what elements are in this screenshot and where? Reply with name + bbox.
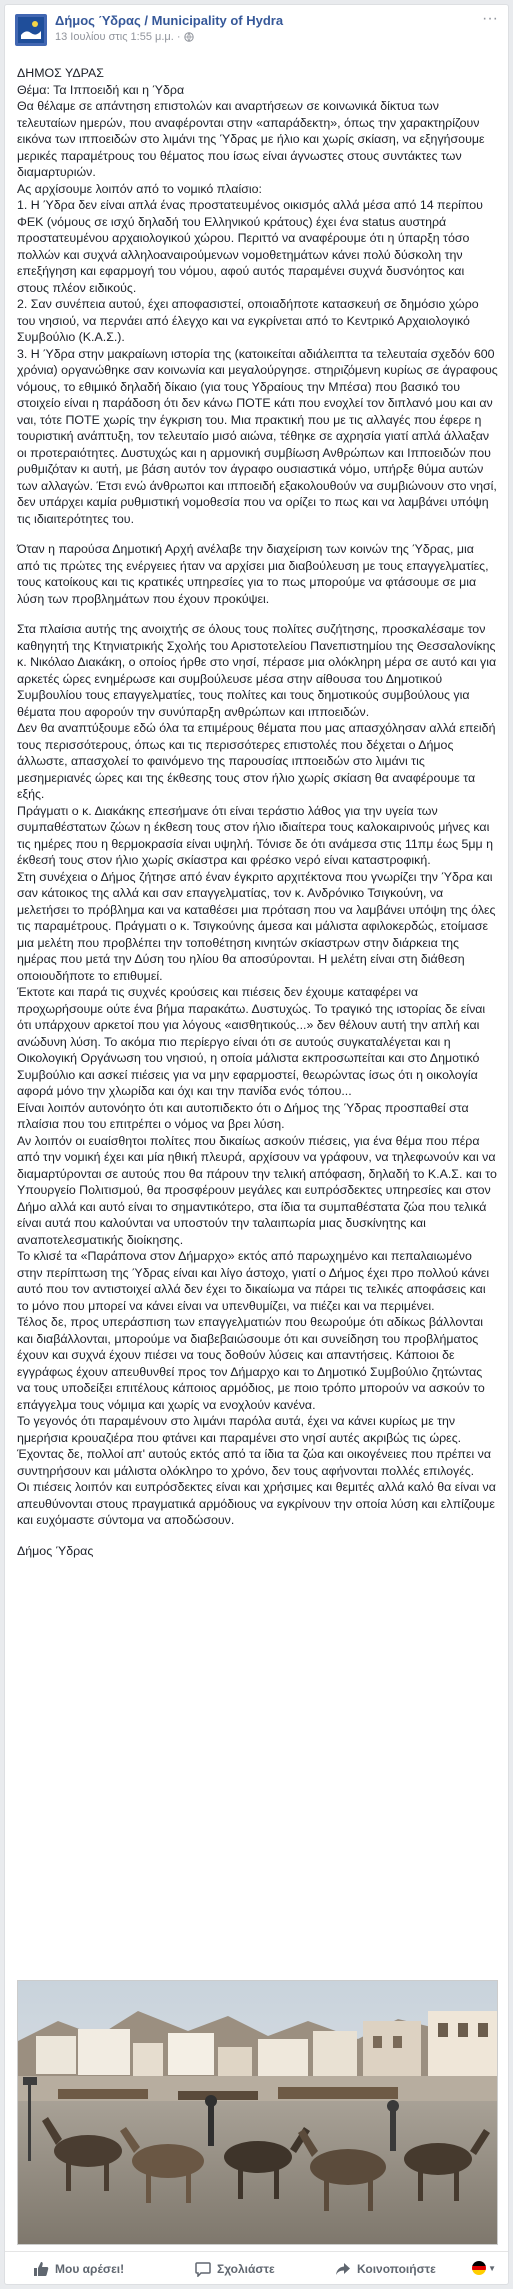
comment-icon xyxy=(195,2261,211,2277)
post-paragraph: Το κλισέ τα «Παράπονα στον Δήμαρχο» εκτός από παρωχημένο και πεπαλαιωμένο στην περίπτωση της Ύδρας είναι και λίγο άστοχο, γιατί ο Δήμος έχει προ πολλού κάνει αυτό που τον αντιστοιχεί αλλά δεν έχει το δικαίωμα να πάρει τις τελικές αποφάσεις και το μόνο που μπορεί να κάνει είναι να υπενθυμίζει, να πιέζει και να περιμένει. xyxy=(17,1249,490,1313)
post-paragraph: Έκτοτε και παρά τις συχνές κρούσεις και πιέσεις δεν έχουμε καταφέρει να προχωρήσουμε ούτε ένα βήμα παρακάτω. Δυστυχώς. Το τραγικό της ιστορίας δε είναι ότι υπάρχουν αρκετοί που για λόγους «αισθητικούς...» δεν θέλουν αυτή την απλή και ανώδυνη λύση. Το ακόμα πιο περίεργο είναι ότι σε αυτούς συγκαταλέγεται και η Οικολογική Οργάνωση του νησιού, η οποία μάλιστα εκπροσωπείται και στο Δημοτικό Συμβούλιο και ασκεί πιέσεις για να μην εφαρμοστεί, θεωρώντας ίσως ότι η οικολογία αφορά μόνο την χλωρίδα και όχι και την πανίδα ενός τόπου... xyxy=(17,985,486,1098)
post-paragraph: Το γεγονός ότι παραμένουν στο λιμάνι παρόλα αυτά, έχει να κάνει κυρίως με την ημερήσια κρουαζιέρα που φτάνει και παραμένει στο νησί αυτές ακριβώς τις ώρες. Έχοντας δε, πολλοί απ' αυτούς εκτός από τα ίδια τα ζώα και οικογένειες που πρέπει να συντηρήσουν και μάλιστα ολόκληρο το χρόνο, δεν τους αφήνονται πολλές επιλογές. xyxy=(17,1414,492,1478)
post-paragraph: Στα πλαίσια αυτής της ανοιχτής σε όλους τους πολίτες συζήτησης, προσκαλέσαμε τον καθηγητή της Κτηνιατρικής Σχολής του Αριστοτελείου Πανεπιστημίου της Θεσσαλονίκης κ. Νικόλαο Διακάκη, ο οποίος ήρθε στο νησί, πέρασε μια ολόκληρη μέρα σε αυτό και για αρκετές ώρες ενημέρωσε και συμβούλευσε μέσα στην αίθουσα του Δημοτικού Συμβουλίου τους επαγγελματίες, τους πολίτες και τους δημοτικούς συμβούλους για θέματα που αφορούν την συνύπαρξη ανθρώπων και ιπποειδών. xyxy=(17,622,497,719)
comment-label[interactable]: Σχολιάστε xyxy=(217,2262,275,2276)
harbor-donkeys-photo xyxy=(18,1981,498,2245)
post-paragraph: Ας αρχίσουμε λοιπόν από το νομικό πλαίσιο: xyxy=(17,181,262,196)
globe-icon xyxy=(184,32,194,42)
like-label[interactable]: Μου αρέσει! xyxy=(55,2262,125,2276)
post-paragraph: 1. Η Ύδρα δεν είναι απλά ένας προστατευμένος οικισμός αλλά μέσα από 14 περίπου ΦΕΚ (νόμους σε ισχύ δηλαδή του Ελληνικού κράτους) έχει ένα status αυστηρά προστατευμένου αρχαιολογικού χώρου. Περιττό να αναφέρουμε ότι η ύπαρξη τόσο πολλών και συχνά αλληλοαναιρούμενων νομοθετημάτων κάνει πολύ δύσκολη την επεξήγηση και εφαρμογή του νόμου, αφού αυτός παραμένει συχνά δυσνόητος και στους πλέον ειδικούς. xyxy=(17,198,483,295)
post-paragraph: Αν λοιπόν οι ευαίσθητοι πολίτες που δικαίως ασκούν πιέσεις, για ένα θέμα που πέρα από την νομική έχει και μία ηθική πλευρά, αρχίσουν να γράφουν, να τηλεφωνούν και να διαμαρτύρονται σε αυτούς που θα πάρουν την τελική απόφαση, δηλαδή το Κ.Α.Σ. και το Υπουργείο Πολιτισμού, θα προσφέρουν μεγάλες και ευπρόσδεκτες υπηρεσίες και στον Δήμο αλλά και αυτό είναι το σημαντικότερο, στα ίδια τα συμπαθέστατα ζώα που τελικά είναι αυτά που καλούνται να υποστούν την ταλαιπωρία μιας δυσκίνητης και αναποτελεσματικής διοίκησης. xyxy=(17,1133,497,1247)
share-as-selector[interactable] xyxy=(472,2261,496,2275)
like-button[interactable] xyxy=(33,2261,124,2277)
more-options-icon[interactable]: ··· xyxy=(482,10,498,27)
post-paragraph: 2. Σαν συνέπεια αυτού, έχει αποφασιστεί, οποιαδήποτε κατασκευή σε δημόσιο χώρο του νησιού, να περνάει από έλεγχο και να εγκρίνεται από το Κεντρικό Αρχαιολογικό Συμβούλιο (Κ.Α.Σ.). xyxy=(17,297,479,344)
post-body xyxy=(17,65,498,1559)
thumbs-up-icon xyxy=(33,2261,49,2277)
post-paragraph: Τέλος δε, προς υπεράσπιση των επαγγελματιών που θεωρούμε ότι αδίκως βάλλονται και διαβάλλονται, μπορούμε να διαβεβαιώσουμε ότι και συνείδηση του προβλήματος έχουν και συχνά έχουν πιέσει να τους δοθούν λύσεις και απαντήσεις. Κάποιοι δε εγγράφως έχουν απευθυνθεί προς τον Δήμαρχο και το Δημοτικό Συμβούλιο ζητώντας να τους υποδείξει επιτέλους κάποιος αρμόδιος, με ποιο τρόπο μπορούν να ασκούν το επάγγελμα τους νόμιμα και χωρίς να ενοχλούν κανένα. xyxy=(17,1315,485,1412)
page-name-link[interactable]: Δήμος Ύδρας / Municipality of Hydra xyxy=(55,13,284,28)
post-signature: Δήμος Ύδρας xyxy=(17,1543,94,1558)
post-paragraph: Θα θέλαμε σε απάντηση επιστολών και αναρτήσεων σε κοινωνικά δίκτυα των τελευταίων ημερών, που αναφέρονται στην «απαράδεκτη», όπως την χαρακτηρίζουν εικόνα των ιπποειδών στο λιμάνι της Ύδρας με ήλιο και χωρίς σκίαση, να εξηγήσουμε μερικές παραμέτρους του θέματος που ίσως είναι άγνωστες στους συντάκτες των διαμαρτυριών. xyxy=(17,99,485,179)
post-paragraph: Είναι λοιπόν αυτονόητο ότι και αυτοπιδεκτο ότι ο Δήμος της Ύδρας προσπαθεί στα πλαίσια που του επιτρέπει ο νόμος να βρει λύση. xyxy=(17,1100,469,1131)
municipality-logo-icon xyxy=(18,17,44,43)
post-header xyxy=(5,5,508,55)
share-arrow-icon xyxy=(335,2261,351,2277)
post-paragraph: Οι πιέσεις λοιπόν και ευπρόσδεκτες είναι και χρήσιμες και θεμιτές αλλά καλό θα είναι να απευθύνονται στους πραγματικά αρμόδιους να εγκρίνουν την οποία λύση και ελπίζουμε και ευχόμαστε σύντομα να αποδώσουν. xyxy=(17,1480,496,1527)
timestamp-text[interactable]: 13 Ιουλίου στις 1:55 μ.μ. · xyxy=(55,31,181,43)
post-photo[interactable] xyxy=(17,1980,498,2245)
caret-down-icon: ▼ xyxy=(488,2263,496,2273)
post-paragraph: Θέμα: Τα Ιπποειδή και η Ύδρα xyxy=(17,82,185,97)
page-avatar[interactable] xyxy=(15,14,47,46)
share-label[interactable]: Κοινοποιήστε xyxy=(357,2262,436,2276)
german-flag-icon xyxy=(472,2261,486,2275)
post-card xyxy=(4,4,509,2285)
post-paragraph: Πράγματι ο κ. Διακάκης επεσήμανε ότι είναι τεράστιο λάθος για την υγεία των συμπαθέστατων ζώων η έκθεση τους στον ήλιο ιδιαίτερα τους καλοκαιρινούς μήνες και τις ημέρες που η θερμοκρασία είναι υψηλή. Τόνισε δε ότι ανάμεσα στις 11πμ έως 5μμ η έκθεσή τους στον ήλιο χωρίς σκίαστρα και φρέσκο νερό είναι καταστροφική. xyxy=(17,803,493,867)
post-actions-bar xyxy=(5,2251,508,2285)
comment-button[interactable] xyxy=(195,2261,275,2277)
post-timestamp[interactable] xyxy=(55,31,194,43)
post-paragraph: Στη συνέχεια ο Δήμος ζήτησε από έναν έγκριτο αρχιτέκτονα που γνωρίζει την Ύδρα και σαν κάτοικος της αλλά και σαν επαγγελματίας, τον κ. Ανδρόνικο Τσιγκούνη, να μελετήσει το πρόβλημα και να καταθέσει μια πρόταση που να λαμβάνει υπόψη της όλες τις παραμέτρους. Πράγματι ο κ. Τσιγκούνης άμεσα και μάλιστα αφιλοκερδώς, ετοίμασε μια μελέτη που προβλέπει την τοποθέτηση κινητών σκίαστρων στην διάρκεια της ημέρας που μετά την Δύση του ηλίου θα αποσύρονται. Η μελέτη είναι στη διάθεση οποιουδήποτε το επιθυμεί. xyxy=(17,869,496,983)
post-paragraph: Δεν θα αναπτύξουμε εδώ όλα τα επιμέρους θέματα που μας απασχόλησαν αλλά επειδή τους περισσότερους, όπως και τις περισσότερες επιστολές που δέχεται ο Δήμος άλλωστε, απασχολεί το φαινόμενο της παρουσίας ιπποειδών στο λιμάνι τις μεσημεριανές ώρες και της έκθεσης τους στον ήλιο χωρίς σκίαση θα αναφέρουμε τα εξής. xyxy=(17,721,496,801)
share-button[interactable] xyxy=(335,2261,436,2277)
post-paragraph: Όταν η παρούσα Δημοτική Αρχή ανέλαβε την διαχείριση των κοινών της Ύδρας, μια από τις πρώτες της ενέργειες ήταν να αρχίσει μια διαβούλευση με τους επαγγελματίες, τους κατοίκους και τις κρατικές υπηρεσίες για το πως μπορούμε να φτάσουμε σε μια λύση των προβλημάτων που έχουν προκύψει. xyxy=(17,542,489,606)
post-paragraph: 3. Η Ύδρα στην μακραίωνη ιστορία της (κατοικείται αδιάλειπτα τα τελευταία σχεδόν 600 χρόνια) οργανώθηκε σαν κοινωνία και μεγαλούργησε. στηριζόμενη κυρίως σε άγραφους νόμους, το εθιμικό δηλαδή δίκαιο (για τους Υδραίους την Μπέσα) που βασικό του στοιχείο είναι η παράδοση ότι δεν κάνω ΠΟΤΕ κάτι που ενοχλεί τον διπλανό μου και αν ναι, τότε ΠΟΤΕ χωρίς την έγκριση του. Μια πρακτική που με τις αλλαγές που έφερε η τουριστική ανάπτυξη, τον τελευταίο μισό αιώνα, τέθηκε σε αχρησία γιατί απλά άλλαξαν οι προτεραιότητες. Δυστυχώς και η αρμονική συμβίωση Ανθρώπων και Ιπποειδών που ρυθμιζόταν κι αυτή, με βάση αυτόν τον άγραφο ουσιαστικά νόμο, υπήρξε θύμα αυτών των αλλαγών. Έτσι ενώ άνθρωποι και ιπποειδή εξακολουθούν να συμβιώνουν στο νησί, δεν υπάρχει καμία ρυθμιστική νομοθεσία που να ορίζει το πως και να λαμβάνει υπόψη τις ιδιαιτερότητες του. xyxy=(17,346,498,526)
post-paragraph: ΔΗΜΟΣ ΥΔΡΑΣ xyxy=(17,66,104,80)
